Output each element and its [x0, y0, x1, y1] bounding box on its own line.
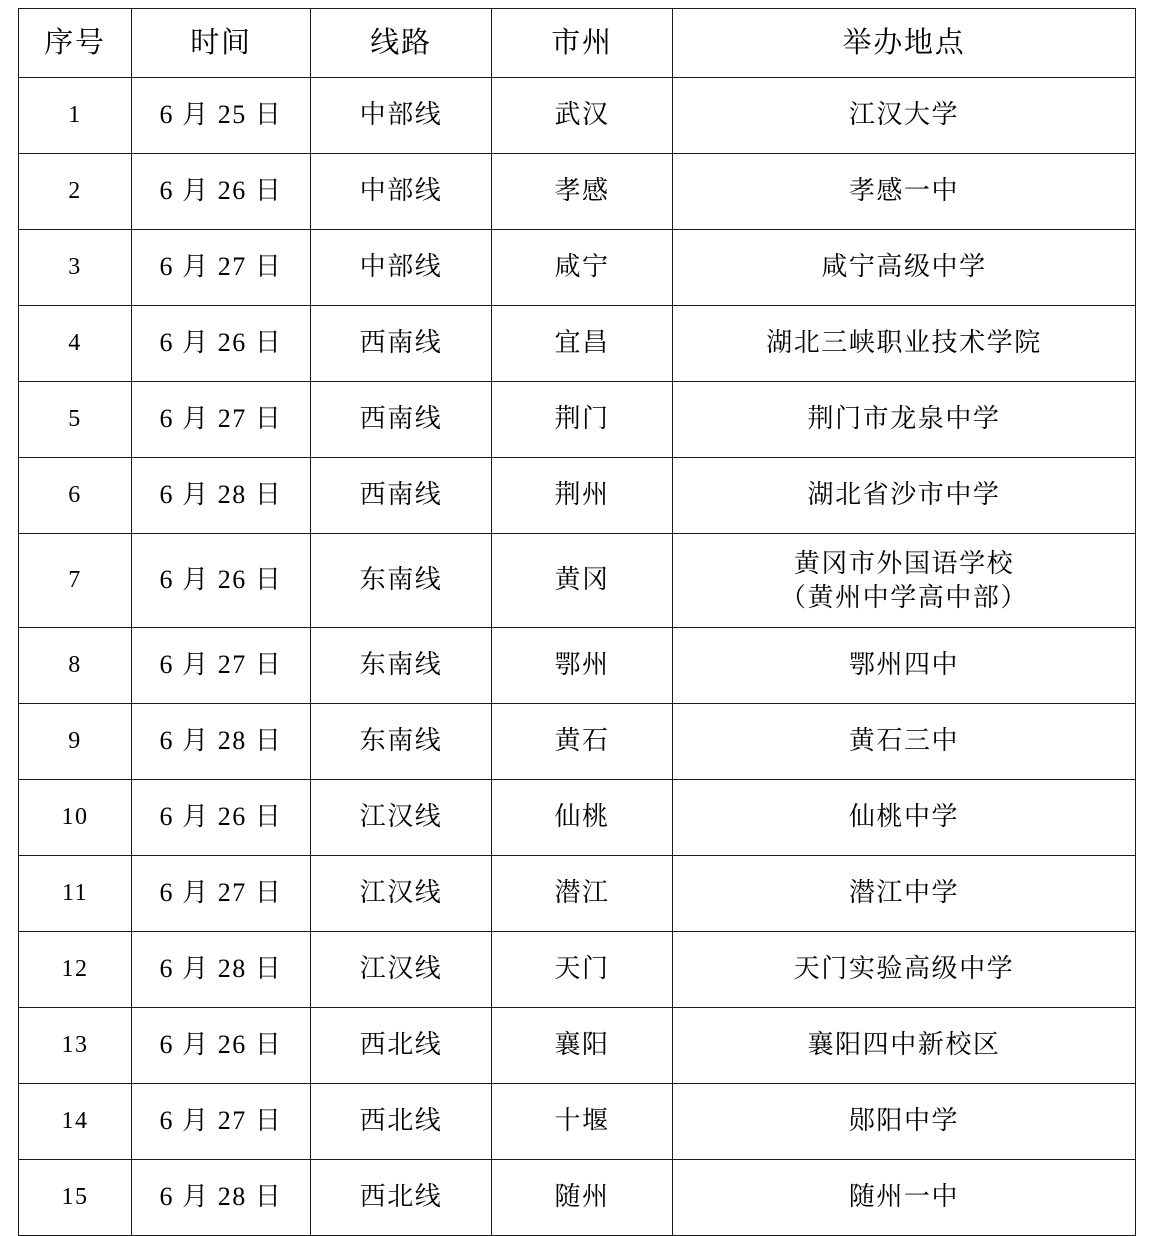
table-row: [19, 1084, 1136, 1160]
cell-city: 黄冈: [492, 534, 673, 628]
cell-venue: 潜江中学: [673, 856, 1136, 932]
table-row: [19, 932, 1136, 1008]
cell-index: 10: [19, 780, 132, 856]
cell-index: 8: [19, 628, 132, 704]
cell-time: 6 月 27 日: [132, 382, 311, 458]
venue-text: [673, 547, 1135, 614]
cell-time: 6 月 28 日: [132, 1160, 311, 1236]
cell-venue: 郧阳中学: [673, 1084, 1136, 1160]
cell-city: 黄石: [492, 704, 673, 780]
cell-city: 武汉: [492, 78, 673, 154]
cell-city: 潜江: [492, 856, 673, 932]
cell-time: 6 月 26 日: [132, 306, 311, 382]
cell-venue: 仙桃中学: [673, 780, 1136, 856]
column-header-line: 线路: [311, 9, 492, 78]
table-header-row: [19, 9, 1136, 78]
cell-venue: 咸宁高级中学: [673, 230, 1136, 306]
column-header-city: 市州: [492, 9, 673, 78]
cell-line: 西南线: [311, 458, 492, 534]
cell-city: 十堰: [492, 1084, 673, 1160]
cell-line: 江汉线: [311, 856, 492, 932]
cell-venue: 湖北三峡职业技术学院: [673, 306, 1136, 382]
cell-index: 9: [19, 704, 132, 780]
cell-line: 西北线: [311, 1084, 492, 1160]
cell-time: 6 月 27 日: [132, 1084, 311, 1160]
cell-venue: 荆门市龙泉中学: [673, 382, 1136, 458]
table-row: [19, 534, 1136, 628]
cell-venue: 湖北省沙市中学: [673, 458, 1136, 534]
cell-time: 6 月 27 日: [132, 230, 311, 306]
table-row: [19, 78, 1136, 154]
column-header-venue: 举办地点: [673, 9, 1136, 78]
cell-city: 襄阳: [492, 1008, 673, 1084]
cell-venue: 天门实验高级中学: [673, 932, 1136, 1008]
cell-index: 14: [19, 1084, 132, 1160]
venue-line-2: （黄州中学高中部）: [779, 582, 1029, 612]
cell-index: 13: [19, 1008, 132, 1084]
cell-index: 15: [19, 1160, 132, 1236]
cell-time: 6 月 27 日: [132, 628, 311, 704]
cell-index: 4: [19, 306, 132, 382]
table-row: [19, 704, 1136, 780]
cell-city: 孝感: [492, 154, 673, 230]
cell-line: 中部线: [311, 78, 492, 154]
table-row: [19, 306, 1136, 382]
table-row: [19, 154, 1136, 230]
cell-venue: 黄石三中: [673, 704, 1136, 780]
table-row: [19, 382, 1136, 458]
cell-city: 天门: [492, 932, 673, 1008]
cell-city: 荆门: [492, 382, 673, 458]
cell-time: 6 月 27 日: [132, 856, 311, 932]
cell-index: 7: [19, 534, 132, 628]
cell-line: 江汉线: [311, 932, 492, 1008]
cell-line: 西南线: [311, 306, 492, 382]
cell-line: 中部线: [311, 154, 492, 230]
cell-city: 荆州: [492, 458, 673, 534]
cell-venue: 孝感一中: [673, 154, 1136, 230]
table-header: [19, 9, 1136, 78]
cell-time: 6 月 26 日: [132, 780, 311, 856]
cell-index: 5: [19, 382, 132, 458]
cell-index: 3: [19, 230, 132, 306]
cell-city: 仙桃: [492, 780, 673, 856]
cell-city: 随州: [492, 1160, 673, 1236]
cell-line: 西南线: [311, 382, 492, 458]
cell-line: 西北线: [311, 1008, 492, 1084]
column-header-index: 序号: [19, 9, 132, 78]
table-row: [19, 1160, 1136, 1236]
cell-line: 江汉线: [311, 780, 492, 856]
cell-venue: 江汉大学: [673, 78, 1136, 154]
cell-line: 东南线: [311, 628, 492, 704]
table-row: [19, 458, 1136, 534]
cell-index: 2: [19, 154, 132, 230]
table-row: [19, 628, 1136, 704]
cell-index: 1: [19, 78, 132, 154]
cell-city: 鄂州: [492, 628, 673, 704]
cell-index: 6: [19, 458, 132, 534]
cell-venue: 随州一中: [673, 1160, 1136, 1236]
cell-line: 西北线: [311, 1160, 492, 1236]
cell-index: 11: [19, 856, 132, 932]
cell-time: 6 月 28 日: [132, 458, 311, 534]
cell-time: 6 月 26 日: [132, 534, 311, 628]
table-body: [19, 78, 1136, 1236]
cell-city: 咸宁: [492, 230, 673, 306]
cell-time: 6 月 28 日: [132, 932, 311, 1008]
column-header-time: 时间: [132, 9, 311, 78]
table-row: [19, 1008, 1136, 1084]
venue-line-1: 黄冈市外国语学校: [793, 549, 1015, 579]
cell-venue: 鄂州四中: [673, 628, 1136, 704]
cell-time: 6 月 26 日: [132, 1008, 311, 1084]
table-row: [19, 856, 1136, 932]
cell-line: 中部线: [311, 230, 492, 306]
schedule-table: [18, 8, 1136, 1236]
cell-venue: 襄阳四中新校区: [673, 1008, 1136, 1084]
cell-time: 6 月 25 日: [132, 78, 311, 154]
cell-line: 东南线: [311, 534, 492, 628]
cell-line: 东南线: [311, 704, 492, 780]
table-row: [19, 230, 1136, 306]
table-row: [19, 780, 1136, 856]
cell-city: 宜昌: [492, 306, 673, 382]
cell-time: 6 月 26 日: [132, 154, 311, 230]
cell-index: 12: [19, 932, 132, 1008]
cell-time: 6 月 28 日: [132, 704, 311, 780]
cell-venue: [673, 534, 1136, 628]
